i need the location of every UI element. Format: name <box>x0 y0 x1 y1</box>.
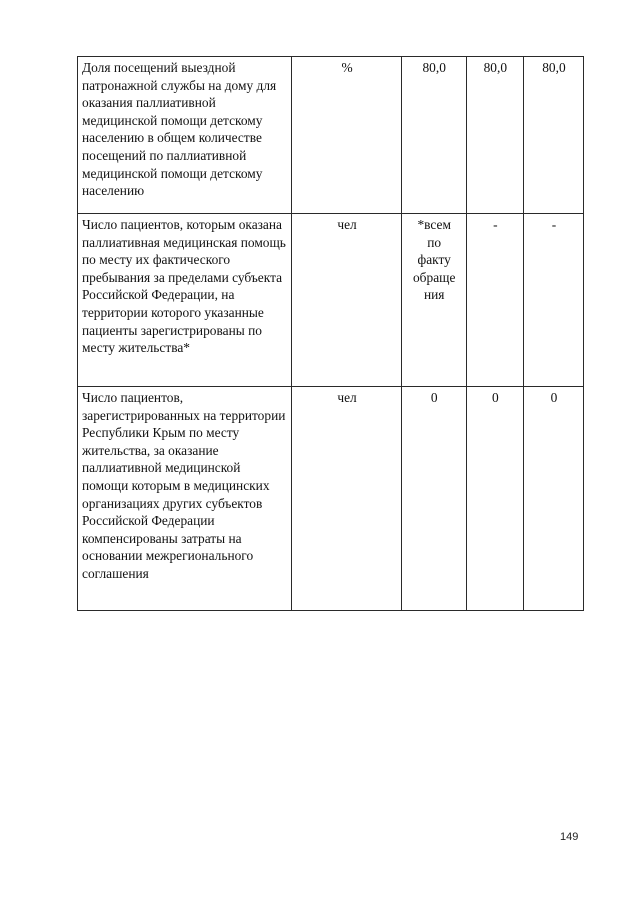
table-row <box>78 57 584 214</box>
value-cell-year-2: 80,0 <box>466 57 523 214</box>
value-cell-year-3: 80,0 <box>523 57 583 214</box>
value-cell-year-3: 0 <box>523 387 583 611</box>
value-cell-year-2: - <box>466 214 523 387</box>
unit-cell: % <box>292 57 401 214</box>
indicator-name-cell: Число пациентов, зарегистрированных на территории Республики Крым по месту жительства, за оказание паллиативной медицинской помощи которым в медицинских организациях других субъектов Российской Федерации компенсированы затраты на основании межрегионального соглашения <box>78 387 292 611</box>
indicator-name-cell: Доля посещений выездной патронажной службы на дому для оказания паллиативной медицинской помощи детскому населению в общем количестве посещений по паллиативной медицинской помощи детскому населению <box>78 57 292 214</box>
indicator-name-cell: Число пациентов, которым оказана паллиативная медицинская помощь по месту их фактического пребывания за пределами субъекта Российской Федерации, на территории которого указанные пациенты зарегистрированы по месту жительства* <box>78 214 292 387</box>
unit-cell: чел <box>292 387 401 611</box>
value-cell-year-1 <box>401 214 466 387</box>
value-cell-year-2: 0 <box>466 387 523 611</box>
value-cell-year-1: 80,0 <box>401 57 466 214</box>
indicators-table <box>77 56 584 611</box>
table-row <box>78 387 584 611</box>
value-cell-year-1: 0 <box>401 387 466 611</box>
page-number: 149 <box>560 831 579 843</box>
table-row <box>78 214 584 387</box>
value-cell-year-3: - <box>523 214 583 387</box>
value-text: *всем по факту обращения <box>412 217 456 303</box>
unit-cell: чел <box>292 214 401 387</box>
